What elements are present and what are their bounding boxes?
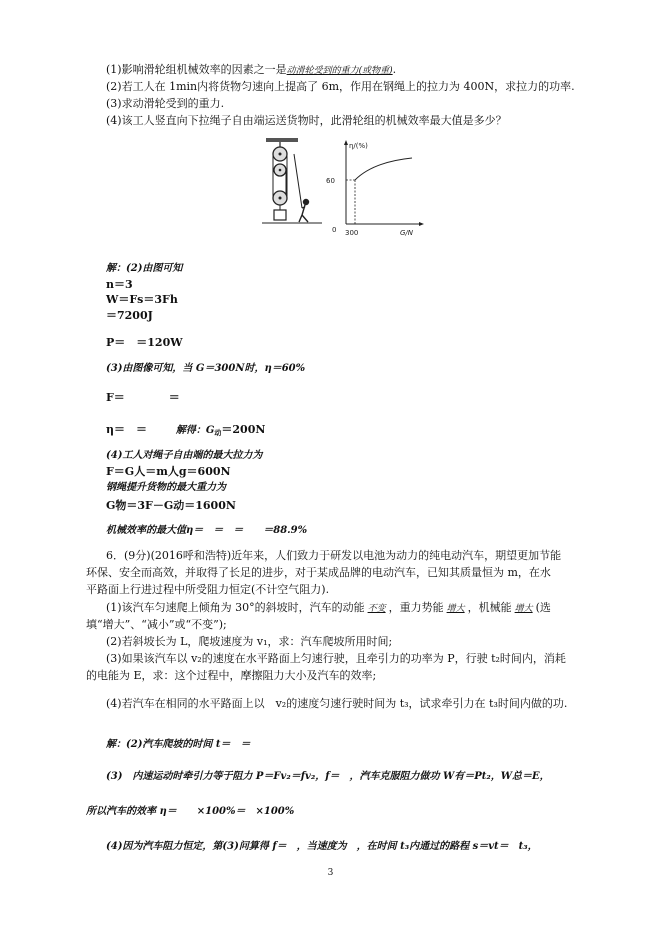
efficiency-curve [355,158,412,180]
q5-line-2: (2)若工人在 1min内将货物匀速向上提高了 6m，作用在钢绳上的拉力为 400N，求拉力的功率. [106,80,575,93]
sol5-line-6: (3)由图像可知，当 G＝300N时，η＝60% [106,363,306,374]
sol5-line-7: F＝ ＝ [106,391,180,404]
q5-p1-answer: 动滑轮受到的重力(或物重) [286,66,393,76]
q6-l4-b: ，重力势能 [388,601,444,614]
q5-p1-pre: (1)影响滑轮组机械效率的因素之一是 [106,63,287,76]
page-number: 3 [327,868,334,878]
sol5-line-12: G物＝3F－G动＝1600N [106,499,236,512]
sol6-line-4: (4)因为汽车阻力恒定，第(3)问算得 f＝ ，当速度为 ，在时间 t₃内通过的路程 s＝vt＝ t₃， [106,841,538,852]
sol5-eta-expr: η＝ ＝ [106,423,158,436]
q6-answer-kinetic: 不变 [367,604,386,614]
q6-line-9: (4)若汽车在相同的水平路面上以 v₂的速度匀速行驶时间为 t₃，试求牵引力在 t₃时间内做的功. [106,697,568,710]
q5-line-1 [106,63,396,78]
q6-line-5: 填“增大”、“减小”或“不变”); [86,618,227,631]
sol5-line-10: F＝G人＝m人g＝600N [106,465,231,478]
ceiling-beam [266,138,298,142]
pulley-figure [262,136,324,226]
q6-line-8: 的电能为 E，求：这个过程中，摩擦阻力大小及汽车的效率; [86,669,377,682]
q6-line-4 [106,601,551,616]
q6-l4-d: (选 [535,601,551,614]
cargo-box [274,210,286,220]
efficiency-graph [318,138,428,238]
sol5-line-3: W＝Fs＝3Fh [106,293,178,306]
sol5-line-8 [106,423,265,440]
y-tick-label: 60 [326,177,335,185]
sol6-line-1: 解：(2)汽车爬坡的时间 t＝ ＝ [106,739,251,750]
worker-figure [299,200,309,223]
q6-line-6: (2)若斜坡长为 L，爬坡速度为 v₁，求：汽车爬坡所用时间; [106,635,393,648]
q6-line-1: 6．(9分)(2016呼和浩特)近年来，人们致力于研发以电池为动力的纯电动汽车，期望更加节能 [106,549,562,562]
x-tick-label: 300 [345,229,359,237]
sol5-line-1: 解：(2)由图可知 [106,263,183,274]
sol5-line-5: P＝ ＝120W [106,336,183,349]
q6-answer-mechanical: 增大 [514,604,533,614]
q6-l4-c: ，机械能 [467,601,512,614]
sol5-solve: 解得：G [175,425,215,436]
sol6-line-3: 所以汽车的效率 η＝ ×100%＝ ×100% [86,806,295,817]
x-axis-label: G/N [400,229,414,237]
q5-line-3: (3)求动滑轮受到的重力. [106,97,225,110]
q6-line-3: 平路面上行进过程中所受阻力恒定(不计空气阻力). [86,583,330,596]
y-axis-label: η/(%) [349,142,368,150]
q6-answer-potential: 增大 [446,604,465,614]
sol6-line-2: (3) 内速运动时牵引力等于阻力 P＝Fv₂＝fv₂，f＝ ，汽车克服阻力做功 W有＝Pt₂，W总＝E， [106,771,550,782]
q6-line-2: 环保、安全而高效，并取得了长足的进步，对于某成品牌的电动汽车，已知其质量恒为 m，在水 [86,566,551,579]
q5-p1-post: . [392,63,397,76]
q5-line-4: (4)该工人竖直向下拉绳子自由端运送货物时，此滑轮组的机械效率最大值是多少？ [106,114,507,127]
sol5-line-9: (4)工人对绳子自由端的最大拉力为 [106,450,263,461]
origin-label: 0 [332,226,337,234]
q6-l4-a: (1)该汽车匀速爬上倾角为 30°的斜坡时，汽车的动能 [106,601,365,614]
sol5-line-2: n＝3 [106,278,133,291]
sol5-line-4: ＝7200J [106,309,153,322]
sol5-line-13: 机械效率的最大值η＝ ＝ ＝ ＝88.9% [106,525,308,536]
sol5-solve-result: ＝200N [221,423,266,436]
sol5-solve-sub: 动 [214,428,222,437]
sol5-line-11: 钢绳提升货物的最大重力为 [106,482,226,493]
q6-line-7: (3)如果该汽车以 v₂的速度在水平路面上匀速行驶，且牵引力的功率为 P，行驶 t₂时间内，消耗 [106,652,566,665]
